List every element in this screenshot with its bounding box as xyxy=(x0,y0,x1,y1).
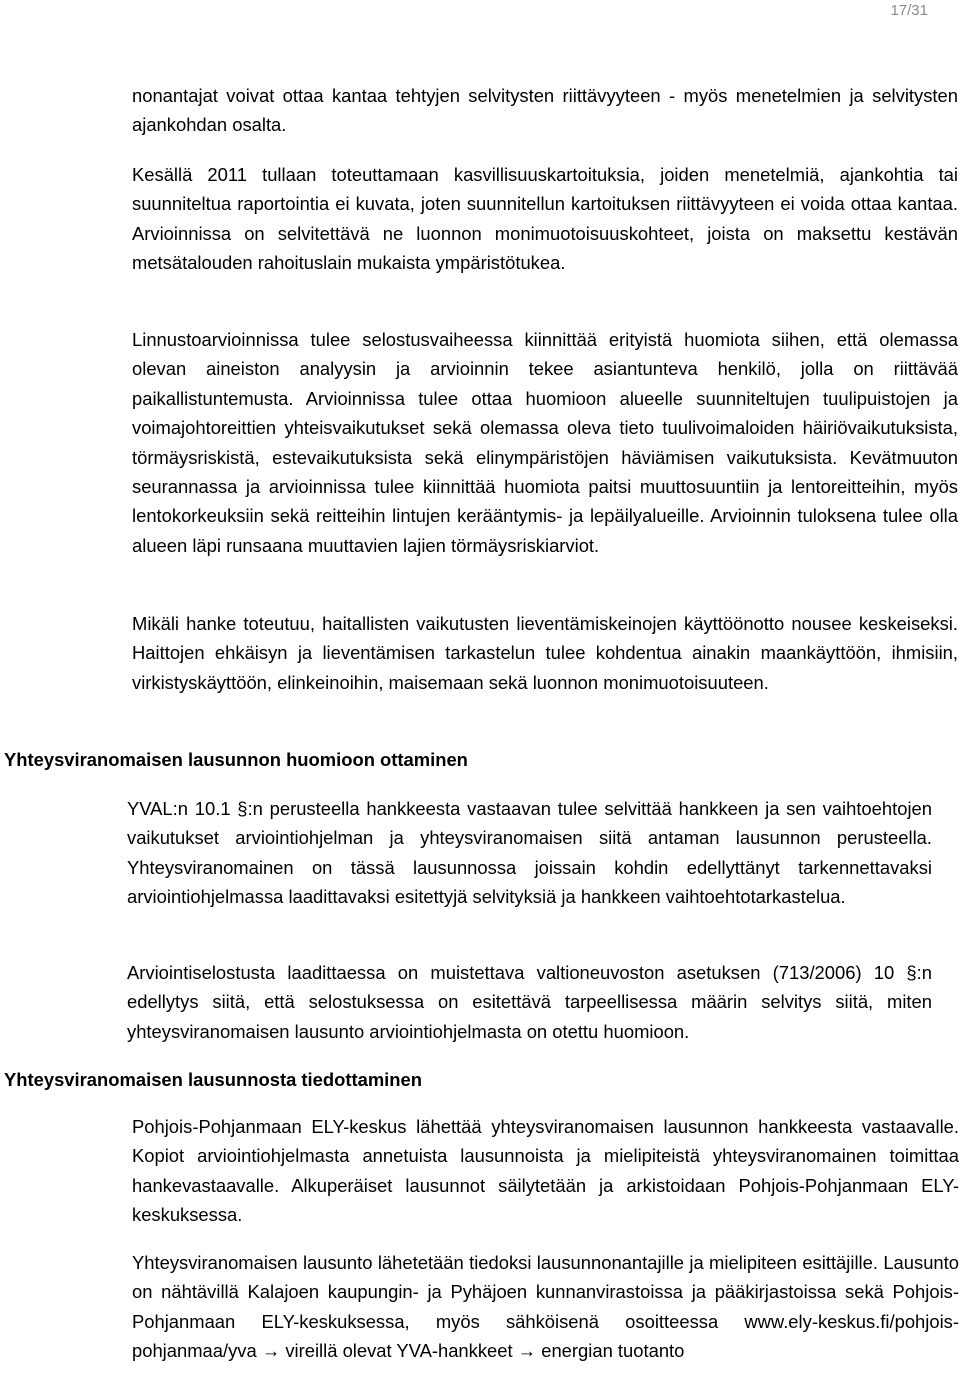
body-paragraph: Pohjois-Pohjanmaan ELY-keskus lähettää yhteysviranomaisen lausunnon hankkeesta vastaavalle. Kopiot arviointiohjelmasta annetuista lausunnoista ja mielipiteistä yhteysviranomainen toimittaa hankevastaavalle. Alkuperäiset lausunnot säilytetään ja arkistoidaan Pohjois-Pohjanmaan ELY-keskuksessa. xyxy=(132,1116,959,1226)
section-heading: Yhteysviranomaisen lausunnosta tiedottaminen xyxy=(4,1069,422,1090)
body-paragraph: Arviointiselostusta laadittaessa on muistettava valtioneuvoston asetuksen (713/2006) 10 §:n edellytys siitä, että selostuksessa on esitettävä tarpeellisessa määrin selvitys siitä, miten yhteysviranomaisen lausunto arviointiohjelmasta on otettu huomioon. xyxy=(127,962,932,1042)
body-paragraph: Linnustoarvioinnissa tulee selostusvaiheessa kiinnittää erityistä huomiota siihen, että olemassa olevan aineiston analyysin ja arvioinnin tekee asiantunteva henkilö, jolla on riittävää paikallistuntemusta. Arvioinnissa tulee ottaa huomioon alueelle suunniteltujen tuulipuistojen ja voimajohtoreittien yhteisvaikutukset sekä olemassa oleva tieto tuulivoimaloiden häiriövaikutuksista, törmäysriskistä, estevaikutuksista sekä elinympäristöjen häviämisen vaikutuksista. Kevätmuuton seurannassa ja arvioinnissa tulee kiinnittää huomiota paitsi muuttosuuntiin ja lentoreitteihin, myös lentokorkeuksiin sekä reitteihin lintujen kerääntymis- ja lepäilyalueille. Arvioinnin tuloksena tulee olla alueen läpi runsaana muuttavien lajien törmäysriskiarviot. xyxy=(132,329,958,556)
body-paragraph: Yhteysviranomaisen lausunto lähetetään tiedoksi lausunnonantajille ja mielipiteen esittäjille. Lausunto on nähtävillä Kalajoen kaupungin- ja Pyhäjoen kunnanvirastoissa ja pääkirjastoissa sekä Pohjois-Pohjanmaan ELY-keskuksessa, myös sähköisenä osoitteessa www.ely-keskus.fi/pohjois-pohjanmaa/yva → vireillä olevat YVA-hankkeet → energian tuotanto xyxy=(132,1252,959,1362)
page-number: 17/31 xyxy=(890,2,928,19)
section-heading: Yhteysviranomaisen lausunnon huomioon ottaminen xyxy=(4,749,468,770)
body-paragraph: Mikäli hanke toteutuu, haitallisten vaikutusten lieventämiskeinojen käyttöönotto nousee keskeiseksi. Haittojen ehkäisyn ja lieventämisen tarkastelun tulee kohdentua ainakin maankäyttöön, ihmisiin, virkistyskäyttöön, elinkeinoihin, maisemaan sekä luonnon monimuotoisuuteen. xyxy=(132,613,958,693)
body-paragraph: Kesällä 2011 tullaan toteuttamaan kasvillisuuskartoituksia, joiden menetelmiä, ajankohtia tai suunniteltua raportointia ei kuvata, joten suunnitellun kartoituksen riittävyyteen ei voida ottaa kantaa. Arvioinnissa on selvitettävä ne luonnon monimuotoisuuskohteet, joista on maksettu kestävän metsätalouden rahoituslain mukaista ympäristötukea. xyxy=(132,164,958,274)
body-paragraph: nonantajat voivat ottaa kantaa tehtyjen selvitysten riittävyyteen - myös menetelmien ja selvitysten ajankohdan osalta. xyxy=(132,85,958,136)
body-paragraph: YVAL:n 10.1 §:n perusteella hankkeesta vastaavan tulee selvittää hankkeen ja sen vaihtoehtojen vaikutukset arviointiohjelman ja yhteysviranomaisen siitä antaman lausunnon perusteella. Yhteysviranomainen on tässä lausunnossa joissain kohdin edellyttänyt tarkennettavaksi arviointiohjelmassa laadittavaksi esitettyjä selvityksiä ja hankkeen vaihtoehtotarkastelua. xyxy=(127,798,932,908)
